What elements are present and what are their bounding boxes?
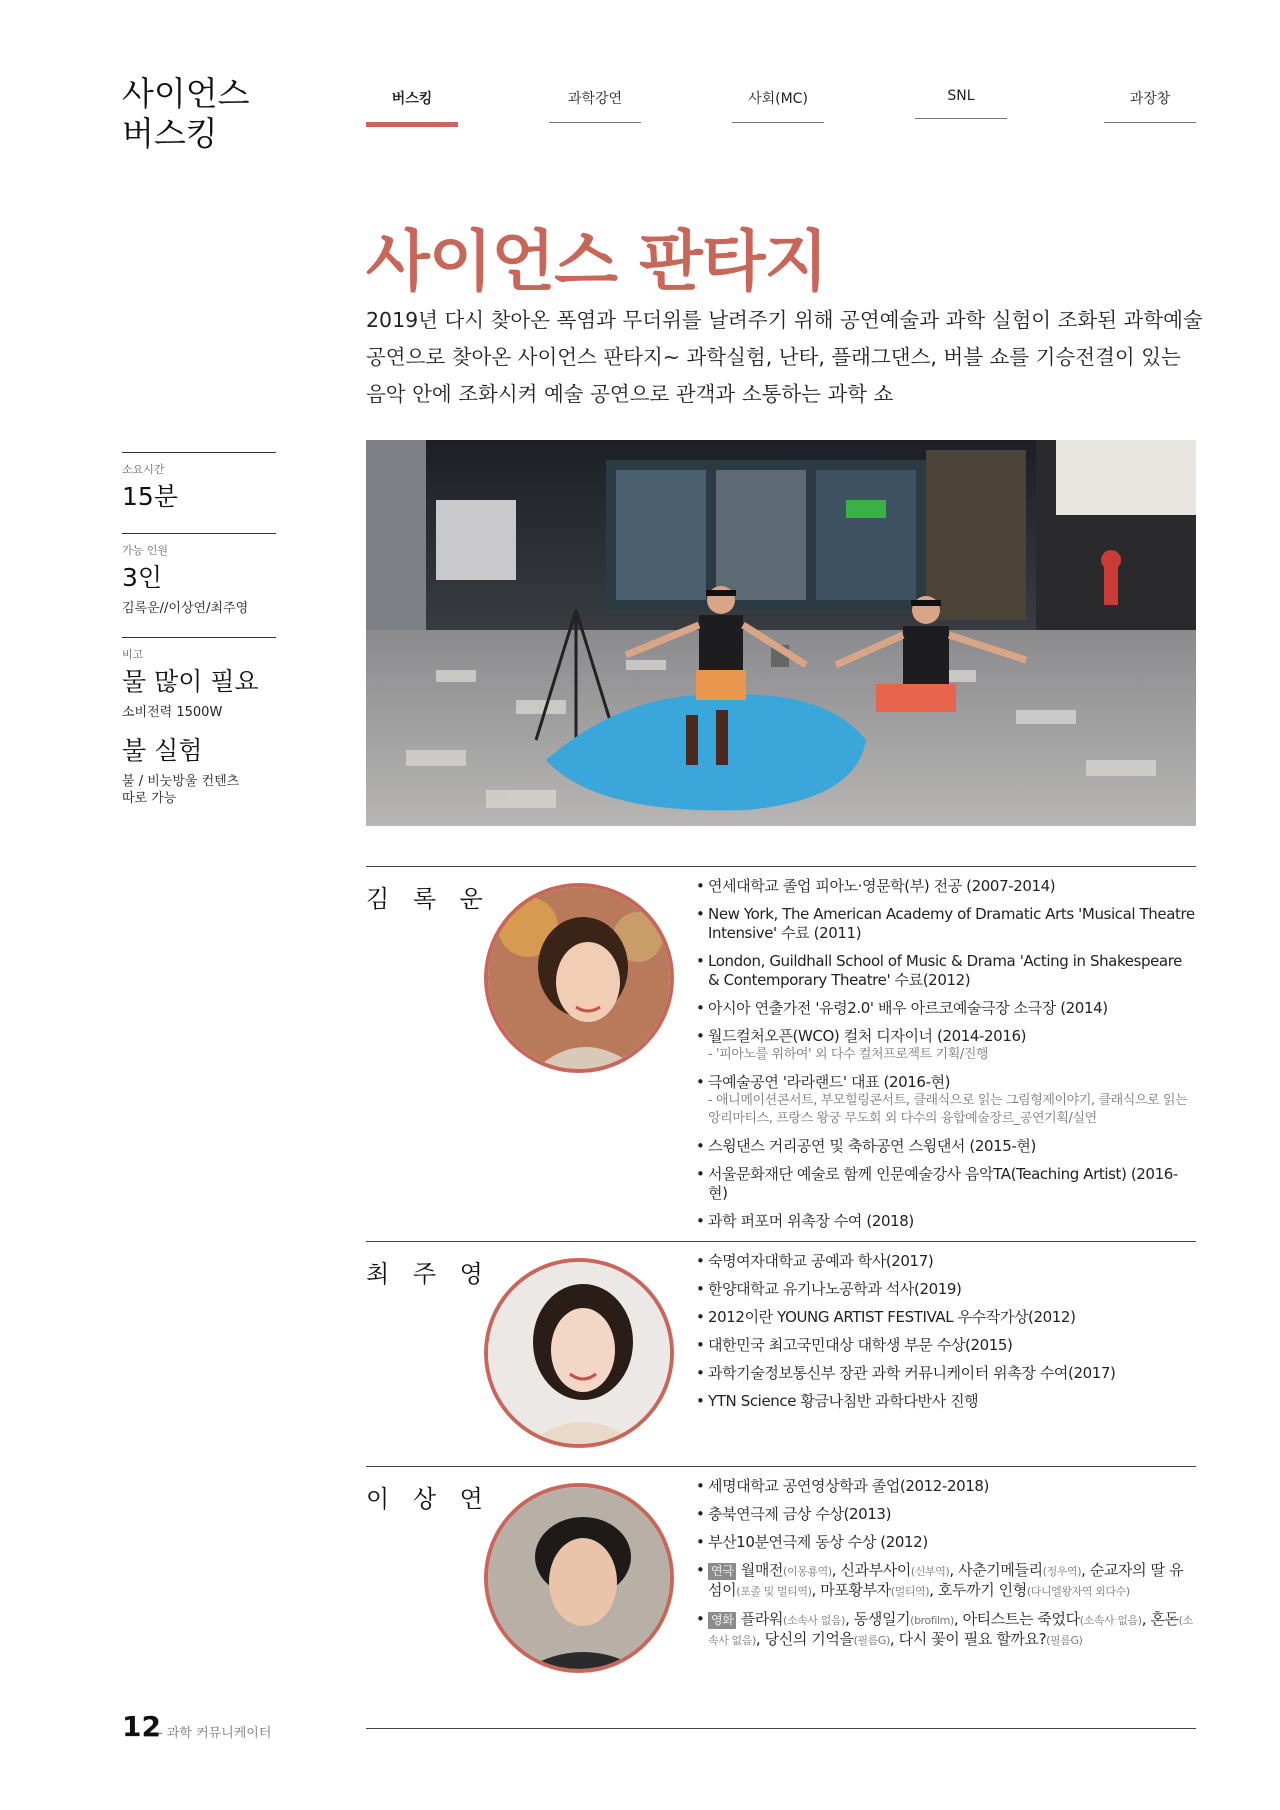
work-title: , 동생일기: [845, 1610, 911, 1628]
bio-item: • 연세대학교 졸업 피아노·영문학(부) 전공 (2007-2014): [696, 877, 1196, 896]
bio-item: • YTN Science 황금나침반 과학다반사 진행: [696, 1392, 1196, 1411]
work-title: , 다시 꽃이 필요 할까요?: [889, 1630, 1047, 1648]
notes-fire: 불 실험: [122, 736, 203, 765]
bio-item: • New York, The American Academy of Dramatic Arts 'Musical Theatre Intensive' 수료 (2011): [696, 905, 1196, 943]
work-role: (소속사 없음): [708, 1614, 1193, 1647]
people-label: 가능 인원: [122, 544, 169, 557]
hero-title: 사이언스 판타지: [366, 223, 828, 300]
footer-divider: [366, 1728, 1196, 1729]
bio-item: • 숙명여자대학교 공예과 학사(2017): [696, 1252, 1196, 1271]
people-names: 김록운//이상연/최주영: [122, 601, 249, 616]
duration-value: 15분: [122, 482, 178, 511]
person-choi-ju-young: [366, 1241, 1196, 1461]
bio-item: [696, 1027, 1196, 1064]
tab-mc[interactable]: 사회(MC): [732, 88, 824, 123]
work-title: , 호두까기 인형: [929, 1581, 1027, 1599]
bio-list: [696, 1477, 1196, 1659]
work-title: , 신과부사이: [831, 1561, 911, 1579]
notes-block: [122, 637, 276, 807]
bio-item: • 세명대학교 공연영상학과 졸업(2012-2018): [696, 1477, 1196, 1496]
bio-item: • 과학 퍼포머 위촉장 수여 (2018): [696, 1212, 1196, 1231]
person-lee-sang-yeon: [366, 1466, 1196, 1686]
bio-item-text: • 극예술공연 '라라랜드' 대표 (2016-현): [708, 1073, 951, 1091]
bio-list: [696, 1252, 1196, 1420]
work-title: 월매전: [740, 1561, 784, 1579]
theater-tag: 연극: [708, 1563, 736, 1580]
footer-text: - 과학 커뮤니케이터: [158, 1726, 272, 1741]
work-role: (포졸 및 멀티역): [736, 1585, 812, 1598]
bio-item: [696, 1073, 1196, 1128]
bio-item: • 아시아 연출가전 '유령2.0' 배우 아르코예술극장 소극장 (2014): [696, 999, 1196, 1018]
page-title-line2: 버스킹: [122, 114, 218, 153]
avatar: [484, 1258, 674, 1448]
work-role: (신부역): [910, 1565, 950, 1578]
intro-line: 2019년 다시 찾아온 폭염과 무더위를 날려주기 위해 공연예술과 과학 실험이 조화된 과학예술: [366, 308, 1203, 332]
bio-subnote: - '피아노를 위하여' 외 다수 컬처프로젝트 기획/진행: [708, 1047, 989, 1062]
avatar: [484, 1483, 674, 1673]
page-footer: [122, 1710, 1196, 1750]
tab-bar: [366, 88, 1196, 124]
bio-item: • 과학기술정보통신부 장관 과학 커뮤니케이터 위촉장 수여(2017): [696, 1364, 1196, 1383]
bio-item-text: • 월드컬처오픈(WCO) 컬처 디자이너 (2014-2016): [708, 1027, 1027, 1045]
bio-item: [696, 1561, 1196, 1601]
notes-fire-sub: [122, 773, 276, 807]
film-tag: 영화: [708, 1612, 736, 1629]
bio-item: • 부산10분연극제 동상 수상 (2012): [696, 1533, 1196, 1552]
work-title: , 사춘기메들리: [949, 1561, 1043, 1579]
bio-item: • 충북연극제 금상 수상(2013): [696, 1505, 1196, 1524]
avatar: [484, 883, 674, 1073]
people-block: [122, 533, 276, 617]
intro-line: 공연으로 찾아온 사이언스 판타지~ 과학실험, 난타, 플래그댄스, 버블 쇼를 기승전결이 있는: [366, 345, 1181, 369]
work-title: , 당신의 기억을: [755, 1630, 854, 1648]
tab-snl[interactable]: SNL: [915, 88, 1007, 119]
people-value: 3인: [122, 563, 163, 592]
person-name: 최 주 영: [366, 1260, 491, 1288]
work-role: (소속사 없음): [1079, 1614, 1142, 1627]
work-role: (멀티역): [890, 1585, 930, 1598]
bio-item: • London, Guildhall School of Music & Drama 'Acting in Shakespeare & Contemporary Theatre' 수료(2012): [696, 952, 1196, 990]
bio-item: • 한양대학교 유기나노공학과 석사(2019): [696, 1280, 1196, 1299]
bio-item: • 스윙댄스 거리공연 및 축하공연 스윙댄서 (2015-현): [696, 1137, 1196, 1156]
bio-subnote: - 애니메이션콘서트, 부모힐링콘서트, 클래식으로 읽는 그림형제이야기, 클래식으로 읽는 앙리마티스, 프랑스 왕궁 무도회 외 다수의 융합예술장르_공연기획/실연: [708, 1093, 1188, 1126]
intro-text: [366, 302, 1203, 413]
notes-label: 비고: [122, 648, 144, 661]
page-title-line1: 사이언스: [122, 74, 250, 113]
work-role: (필름G): [853, 1634, 890, 1647]
notes-fire-sub-line1: 불 / 비눗방울 컨텐츠: [122, 774, 240, 789]
tab-opera[interactable]: 과장창: [1104, 88, 1196, 123]
work-title: , 아티스트는 죽었다: [953, 1610, 1080, 1628]
performance-photo: [366, 440, 1196, 826]
notes-fire-sub-line2: 따로 가능: [122, 791, 177, 806]
person-kim-rok-un: [366, 866, 1196, 1236]
duration-block: [122, 452, 276, 513]
bio-item: [696, 1610, 1196, 1650]
work-title: , 마포황부자: [811, 1581, 891, 1599]
bio-item: • 서울문화재단 예술로 함께 인문예술강사 음악TA(Teaching Artist) (2016-현): [696, 1165, 1196, 1203]
work-title: , 순교자의 딸 유섬이: [708, 1561, 1184, 1599]
bio-item: • 대한민국 최고국민대상 대학생 부문 수상(2015): [696, 1336, 1196, 1355]
bio-item: • 2012이란 YOUNG ARTIST FESTIVAL 우수작가상(2012): [696, 1308, 1196, 1327]
work-role: (다니엘왕자역 외다수): [1026, 1585, 1130, 1598]
work-role: (정우역): [1042, 1565, 1082, 1578]
work-role: (brofilm): [910, 1614, 954, 1627]
intro-line: 음악 안에 조화시켜 예술 공연으로 관객과 소통하는 과학 쇼: [366, 382, 894, 406]
notes-water: 물 많이 필요: [122, 667, 259, 696]
work-role: (필름G): [1046, 1634, 1083, 1647]
work-role: (소속사 없음): [783, 1614, 846, 1627]
work-title: , 혼돈: [1141, 1610, 1179, 1628]
work-title: 플라워: [740, 1610, 784, 1628]
person-name: 김 록 운: [366, 885, 491, 913]
sidebar-info: [122, 452, 276, 827]
bio-list: [696, 877, 1196, 1240]
tab-busking[interactable]: 버스킹: [366, 88, 458, 127]
person-name: 이 상 연: [366, 1485, 491, 1513]
duration-label: 소요시간: [122, 463, 165, 476]
page-number: 12: [122, 1710, 161, 1743]
page-title: [122, 74, 250, 154]
tab-science-lecture[interactable]: 과학강연: [549, 88, 641, 123]
work-role: (이몽룡역): [783, 1565, 832, 1578]
notes-power: 소비전력 1500W: [122, 705, 223, 720]
